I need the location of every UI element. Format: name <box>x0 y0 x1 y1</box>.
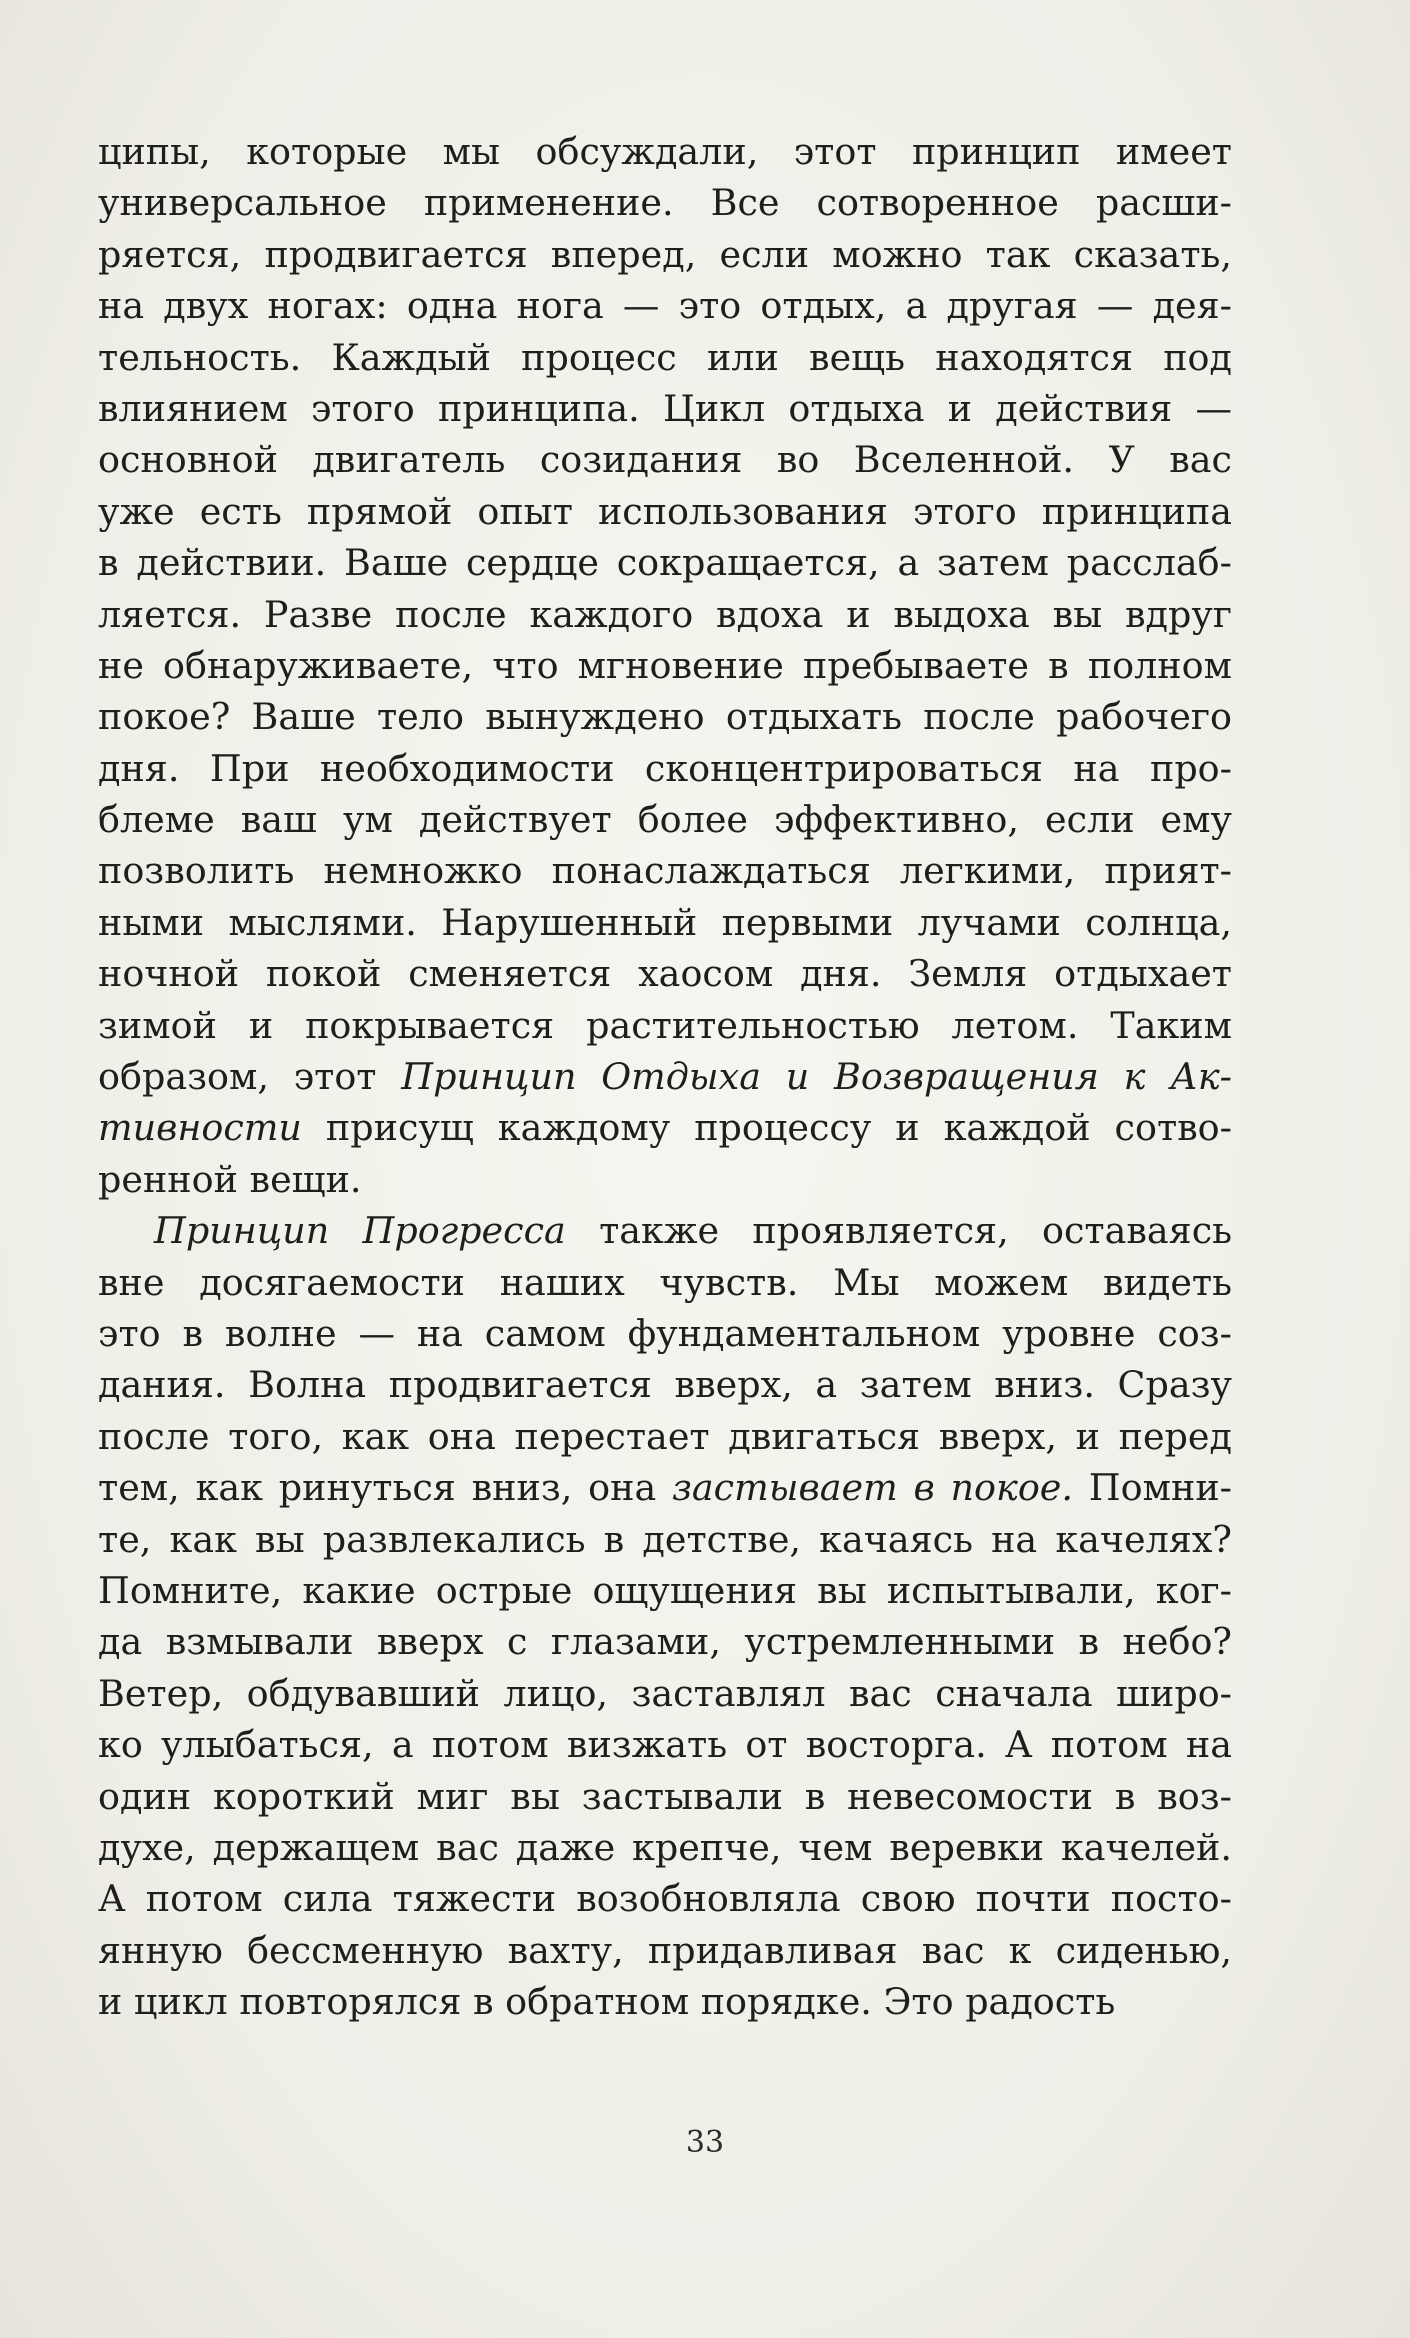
text-line <box>98 1411 1232 1462</box>
text-run: А потом сила тяжести возобновляла свою почти посто- <box>98 1877 1232 1921</box>
text-run: вне досягаемости наших чувств. Мы можем видеть <box>98 1260 1232 1304</box>
text-run: также проявляется, оставаясь <box>565 1209 1232 1253</box>
text-line <box>98 1462 1232 1513</box>
text-line <box>98 1925 1232 1976</box>
text-run: влиянием этого принципа. Цикл отдыха и действия — <box>98 386 1232 430</box>
text-run: зимой и покрывается растительностью летом. Таким <box>98 1003 1232 1047</box>
text-line <box>98 486 1232 537</box>
text-line <box>98 1257 1232 1308</box>
text-run: ночной покой сменяется хаосом дня. Земля отдыхает <box>98 952 1232 996</box>
text-line <box>98 1051 1232 1102</box>
text-run: не обнаруживаете, что мгновение пребываете в полном <box>98 643 1232 687</box>
text-run: блеме ваш ум действует более эффективно, если ему <box>98 798 1232 842</box>
text-line <box>98 1873 1232 1924</box>
text-run: на двух ногах: одна нога — это отдых, а другая — дея- <box>98 284 1232 328</box>
text-run: дания. Волна продвигается вверх, а затем вниз. Сразу <box>98 1363 1232 1407</box>
text-run: ряется, продвигается вперед, если можно так сказать, <box>98 232 1232 276</box>
text-line <box>98 589 1232 640</box>
text-line <box>98 332 1232 383</box>
text-line <box>98 691 1232 742</box>
text-run: Помните, какие острые ощущения вы испытывали, ког- <box>98 1568 1232 1612</box>
italic-text: Принцип Отдыха и Возвращения к Ак- <box>401 1055 1232 1099</box>
text-line <box>98 1102 1232 1153</box>
text-line <box>98 1205 1232 1256</box>
text-line <box>98 1668 1232 1719</box>
text-line <box>98 229 1232 280</box>
text-run: дня. При необходимости сконцентрироваться на про- <box>98 746 1232 790</box>
text-run: ренной вещи. <box>98 1157 362 1201</box>
text-run: образом, этот <box>98 1055 402 1099</box>
text-line <box>98 948 1232 999</box>
text-run: ко улыбаться, а потом визжать от восторга. А потом на <box>98 1723 1232 1767</box>
text-line <box>98 1822 1232 1873</box>
text-line <box>98 897 1232 948</box>
text-line <box>98 1616 1232 1667</box>
text-line <box>98 1359 1232 1410</box>
text-run: универсальное применение. Все сотворенное расши- <box>98 181 1232 225</box>
text-run: тельность. Каждый процесс или вещь находятся под <box>98 335 1232 379</box>
text-run: ляется. Разве после каждого вдоха и выдоха вы вдруг <box>98 592 1232 636</box>
text-run: после того, как она перестает двигаться вверх, и перед <box>98 1414 1232 1458</box>
text-line <box>98 1771 1232 1822</box>
text-run: позволить немножко понаслаждаться легкими, прият- <box>98 849 1232 893</box>
italic-text: тивности <box>98 1106 302 1150</box>
text-line <box>98 1719 1232 1770</box>
text-run: янную бессменную вахту, придавливая вас к сиденью, <box>98 1928 1232 1972</box>
text-line <box>98 1514 1232 1565</box>
text-line <box>98 1565 1232 1616</box>
text-line <box>98 640 1232 691</box>
text-run: присущ каждому процессу и каждой сотво- <box>301 1106 1232 1150</box>
text-line <box>98 280 1232 331</box>
text-run: уже есть прямой опыт использования этого принципа <box>98 489 1232 533</box>
text-line <box>98 177 1232 228</box>
text-run: да взмывали вверх с глазами, устремленными в небо? <box>98 1620 1232 1664</box>
text-run: покое? Ваше тело вынуждено отдыхать после рабочего <box>98 695 1232 739</box>
text-line <box>98 743 1232 794</box>
body-text <box>98 126 1232 2027</box>
page-number: 33 <box>685 2125 725 2160</box>
text-run: в действии. Ваше сердце сокращается, а затем расслаб- <box>98 541 1232 585</box>
text-run: это в волне — на самом фундаментальном уровне соз- <box>98 1311 1232 1355</box>
text-run: ципы, которые мы обсуждали, этот принцип имеет <box>98 130 1232 173</box>
text-run: один короткий миг вы застывали в невесомости в воз- <box>98 1774 1232 1818</box>
text-run: духе, держащем вас даже крепче, чем веревки качелей. <box>98 1825 1232 1869</box>
text-line <box>98 1976 1232 2027</box>
text-run: ными мыслями. Нарушенный первыми лучами солнца, <box>98 900 1232 944</box>
text-line <box>98 1154 1232 1205</box>
text-line <box>98 794 1232 845</box>
text-line <box>98 126 1232 177</box>
text-line <box>98 383 1232 434</box>
text-run: тем, как ринуться вниз, она <box>98 1466 673 1510</box>
italic-text: Принцип Прогресса <box>154 1209 566 1253</box>
text-run: те, как вы развлекались в детстве, качаясь на качелях? <box>98 1517 1232 1561</box>
text-run: и цикл повторялся в обратном порядке. Это радость <box>98 1980 1116 2024</box>
text-run: Ветер, обдувавший лицо, заставлял вас сначала широ- <box>98 1671 1232 1715</box>
text-line <box>98 434 1232 485</box>
text-line <box>98 1000 1232 1051</box>
italic-text: застывает в покое. <box>672 1466 1073 1510</box>
text-line <box>98 1308 1232 1359</box>
text-line <box>98 537 1232 588</box>
text-line <box>98 845 1232 896</box>
text-run: Помни- <box>1073 1466 1232 1510</box>
text-run: основной двигатель созидания во Вселенной. У вас <box>98 438 1232 482</box>
